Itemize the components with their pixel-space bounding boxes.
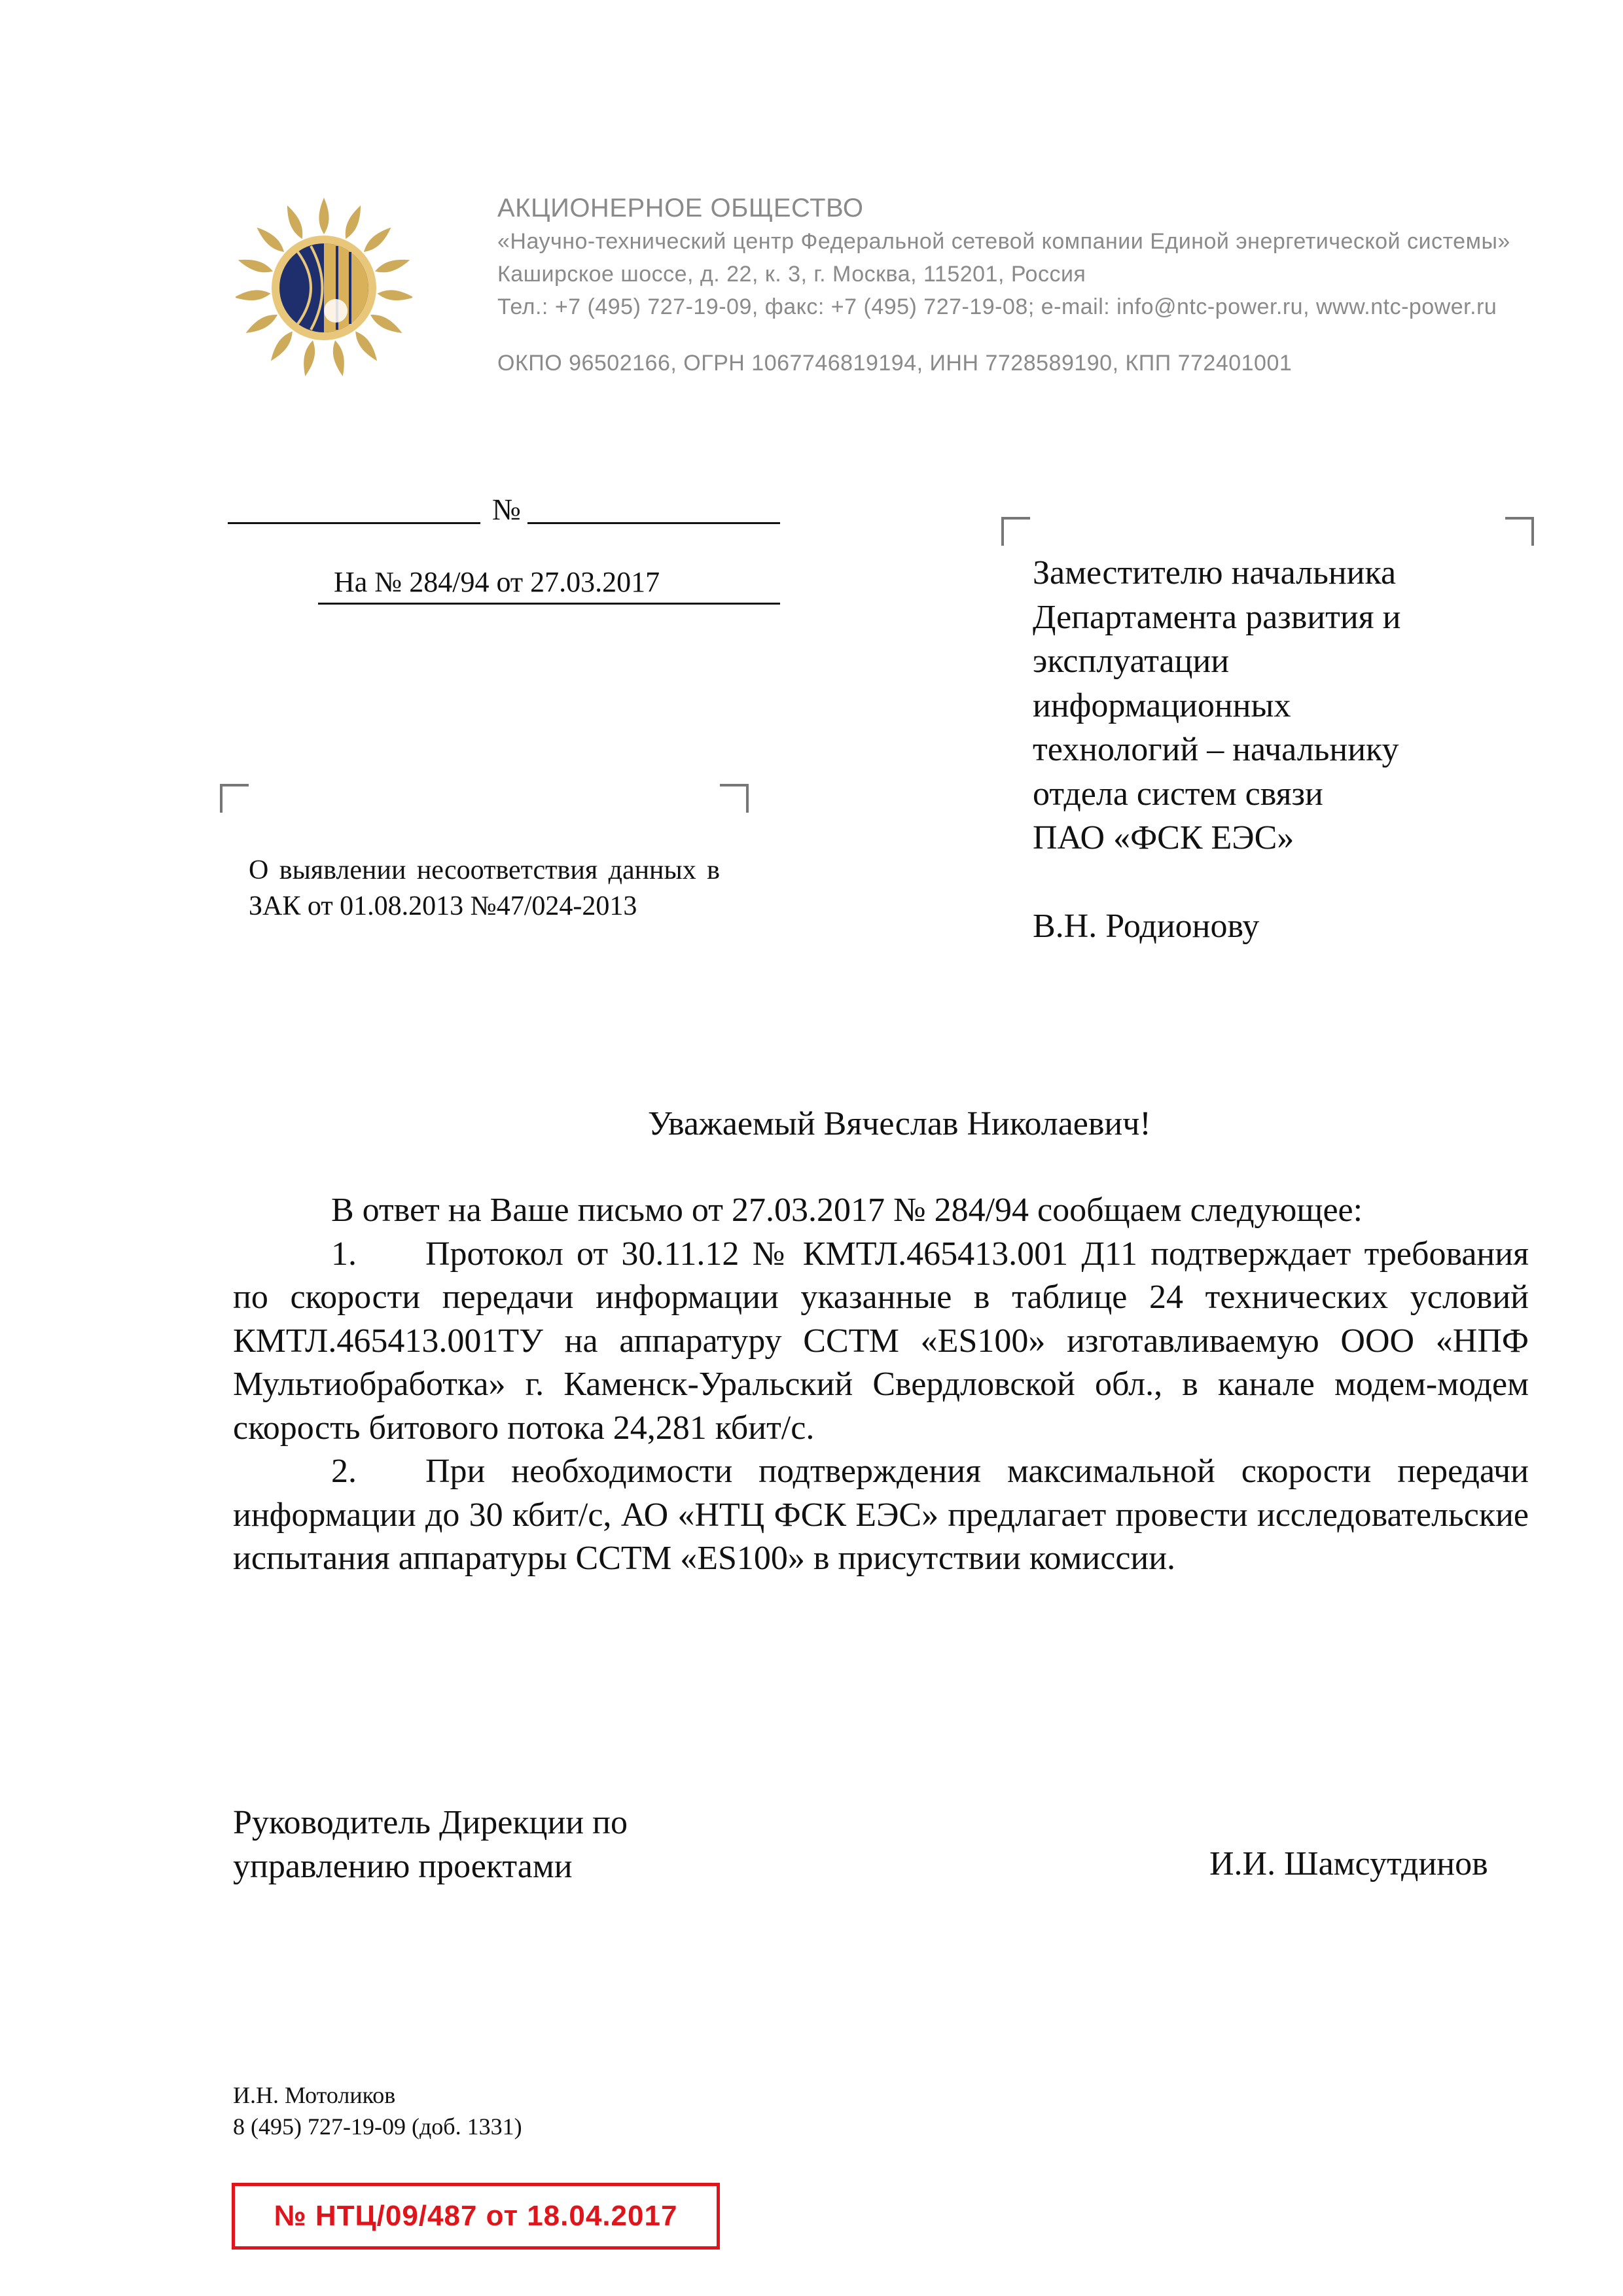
date-blank-line — [228, 522, 480, 524]
addressee-line: отдела систем связи — [1033, 775, 1323, 813]
letter-body — [233, 1189, 1529, 1581]
subject-corner-mark-right — [720, 784, 749, 813]
reply-reference — [318, 565, 780, 605]
list-item-number: 1. — [331, 1235, 357, 1273]
registration-stamp: № НТЦ/09/487 от 18.04.2017 — [232, 2183, 720, 2250]
reply-reference-text: На № 284/94 от 27.03.2017 — [318, 565, 780, 605]
signatory-position-line: Руководитель Дирекции по — [233, 1804, 628, 1841]
letterhead-address: Каширское шоссе, д. 22, к. 3, г. Москва, 115201, Россия — [497, 262, 1086, 287]
signatory-position — [233, 1801, 628, 1888]
salutation: Уважаемый Вячеслав Николаевич! — [648, 1105, 1151, 1142]
addressee-line: технологий – начальнику — [1033, 731, 1399, 768]
addressee-line: информационных — [1033, 686, 1291, 724]
letterhead-org-type: АКЦИОНЕРНОЕ ОБЩЕСТВО — [497, 194, 864, 222]
executor-block — [233, 2079, 522, 2142]
number-sign: № — [492, 493, 521, 526]
addressee-line: Заместителю начальника — [1033, 554, 1397, 592]
addressee-corner-mark-left — [1001, 517, 1030, 546]
executor-phone: 8 (495) 727-19-09 (доб. 1331) — [233, 2113, 522, 2140]
letterhead-contacts: Тел.: +7 (495) 727-19-09, факс: +7 (495) 727-19-08; e-mail: info@ntc-power.ru, www.ntc-power.ru — [497, 294, 1497, 319]
addressee-line: ПАО «ФСК ЕЭС» — [1033, 819, 1294, 857]
sun-globe-logo-icon — [236, 190, 412, 386]
number-blank-line — [527, 522, 780, 524]
addressee-line: эксплуатации — [1033, 643, 1230, 680]
list-item — [233, 1450, 1529, 1581]
addressee-corner-mark-right — [1505, 517, 1534, 546]
list-item — [233, 1233, 1529, 1451]
letter-subject: О выявлении несоответствия данных в ЗАК от 01.08.2013 №47/024-2013 — [249, 855, 720, 921]
addressee-line: Департамента развития и — [1033, 598, 1401, 636]
signatory-name: И.И. Шамсутдинов — [1209, 1845, 1488, 1882]
signatory-position-line: управлению проектами — [233, 1848, 573, 1885]
addressee-name: В.Н. Родионову — [1033, 907, 1260, 945]
executor-name: И.Н. Мотоликов — [233, 2082, 396, 2108]
letterhead-registration: ОКПО 96502166, ОГРН 1067746819194, ИНН 7728589190, КПП 772401001 — [497, 351, 1293, 376]
letterhead-org-name: «Научно-технический центр Федеральной сетевой компании Единой энергетической системы» — [497, 229, 1510, 254]
intro-paragraph: В ответ на Ваше письмо от 27.03.2017 № 284/94 сообщаем следующее: — [331, 1192, 1363, 1229]
list-item-number: 2. — [331, 1453, 357, 1490]
list-item-text: Протокол от 30.11.12 № КМТЛ.465413.001 Д11 подтверждает требования по скорости передачи информации указанные в таблице 24 технических условий КМТЛ.465413.001ТУ на аппаратуру ССТМ «ES100» изготавливаемую ООО «НПФ Мультиобработка» г. Каменск-Уральский Свердловской обл., в канале модем-модем скорость битового потока 24,281 кбит/с. — [233, 1235, 1529, 1447]
addressee-block — [1033, 551, 1504, 948]
list-item-text: При необходимости подтверждения максимальной скорости передачи информации до 30 кбит/с, АО «НТЦ ФСК ЕЭС» предлагает провести исследовательские испытания аппаратуры ССТМ «ES100» в присутствии комиссии. — [233, 1453, 1529, 1577]
subject-corner-mark-left — [220, 784, 249, 813]
